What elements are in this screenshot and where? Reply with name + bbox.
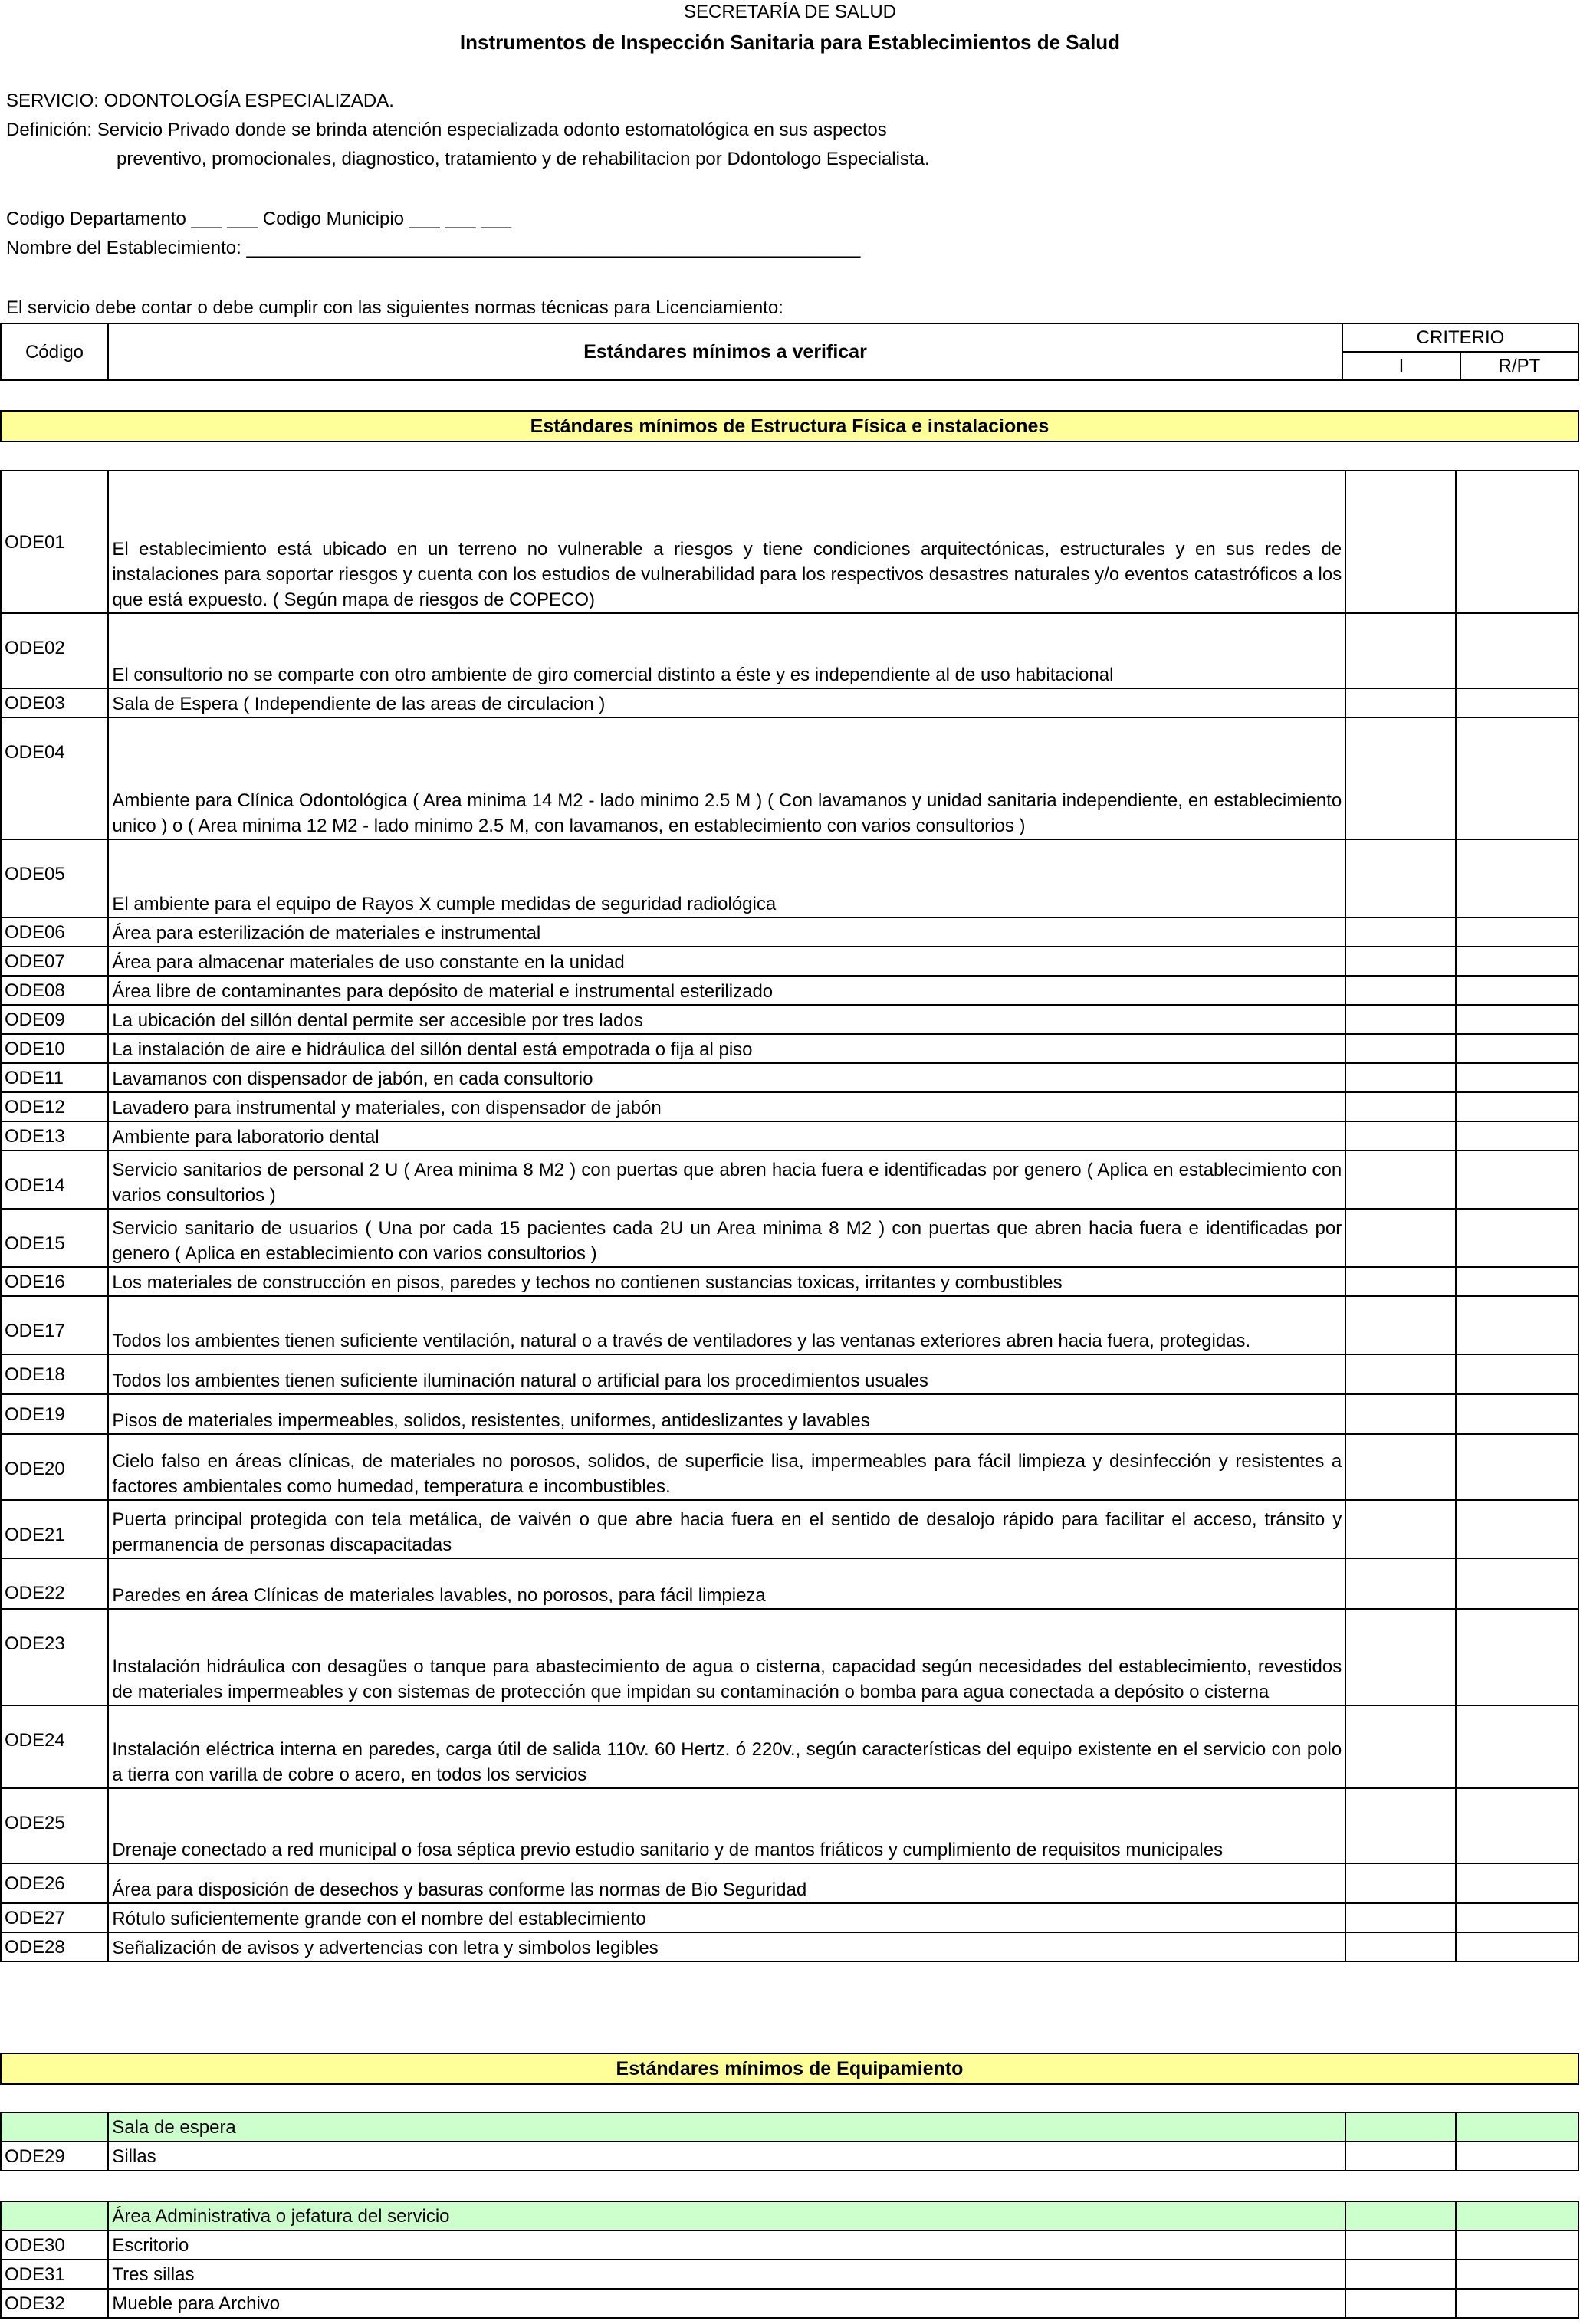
table-row xyxy=(1,976,1578,1005)
table-row xyxy=(1,2142,1578,2171)
row-criterio-rpt-cell[interactable] xyxy=(1456,947,1578,976)
subsection-empty-code xyxy=(1,2112,108,2142)
row-criterio-i-cell[interactable] xyxy=(1345,976,1455,1005)
row-criterio-rpt-cell[interactable] xyxy=(1456,1063,1578,1092)
row-code: ODE30 xyxy=(1,2230,108,2260)
establishment-name-field: Nombre del Establecimiento: ____________________________________________________________ xyxy=(6,238,861,258)
row-criterio-i-cell[interactable] xyxy=(1345,1932,1455,1961)
row-standard-text: Área para disposición de desechos y basuras conforme las normas de Bio Seguridad xyxy=(108,1863,1345,1903)
service-line: SERVICIO: ODONTOLOGÍA ESPECIALIZADA. xyxy=(6,90,394,111)
row-criterio-i-cell[interactable] xyxy=(1345,1434,1455,1500)
department-code-field: Codigo Departamento ___ ___ Codigo Municipio ___ ___ ___ xyxy=(6,208,512,229)
row-criterio-rpt-cell[interactable] xyxy=(1456,1903,1578,1932)
row-standard-text: Área para almacenar materiales de uso constante en la unidad xyxy=(108,947,1345,976)
row-criterio-rpt-cell[interactable] xyxy=(1456,917,1578,947)
row-criterio-rpt-cell[interactable] xyxy=(1456,1500,1578,1558)
row-criterio-i-cell[interactable] xyxy=(1345,1092,1455,1121)
table-row xyxy=(1,1903,1578,1932)
table-row xyxy=(1,2289,1578,2318)
row-standard-text: Ambiente para Clínica Odontológica ( Area minima 14 M2 - lado minimo 2.5 M ) ( Con lavamanos y unidad sanitaria independiente, en establecimiento unico ) o ( Area minima 12 M2 - lado minimo 2.5 M, con lavamanos, en establecimiento con varios consultorios ) xyxy=(108,717,1345,839)
subsection-empty-rpt xyxy=(1456,2201,1578,2230)
header-standard: Estándares mínimos a verificar xyxy=(108,323,1342,380)
row-code: ODE08 xyxy=(1,976,108,1005)
table-row xyxy=(1,1863,1578,1903)
row-standard-text: Paredes en área Clínicas de materiales lavables, no porosos, para fácil limpieza xyxy=(108,1558,1345,1609)
table-row xyxy=(1,1558,1578,1609)
row-criterio-rpt-cell[interactable] xyxy=(1456,1121,1578,1151)
row-criterio-rpt-cell[interactable] xyxy=(1456,1354,1578,1394)
row-code: ODE31 xyxy=(1,2260,108,2289)
section-equipment: Estándares mínimos de Equipamiento xyxy=(0,2053,1579,2085)
row-criterio-i-cell[interactable] xyxy=(1345,688,1455,717)
row-criterio-i-cell[interactable] xyxy=(1345,1005,1455,1034)
row-code: ODE12 xyxy=(1,1092,108,1121)
subsection-title: Área Administrativa o jefatura del servicio xyxy=(108,2201,1345,2230)
table-row xyxy=(1,1296,1578,1354)
row-criterio-rpt-cell[interactable] xyxy=(1456,717,1578,839)
row-code: ODE04 xyxy=(1,717,108,839)
table-row xyxy=(1,1005,1578,1034)
table-row xyxy=(1,1063,1578,1092)
row-criterio-i-cell[interactable] xyxy=(1345,1863,1455,1903)
row-standard-text: Lavadero para instrumental y materiales, con dispensador de jabón xyxy=(108,1092,1345,1121)
row-criterio-i-cell[interactable] xyxy=(1345,1903,1455,1932)
row-standard-text: Instalación hidráulica con desagües o tanque para abastecimiento de agua o cisterna, capacidad según necesidades del establecimiento, revestidos de materiales impermeables y con sistemas de protección que impidan su contaminación o bomba para agua conectada a depósito o cisterna xyxy=(108,1609,1345,1705)
table-row xyxy=(1,1267,1578,1296)
row-code: ODE23 xyxy=(1,1609,108,1705)
subsection-empty-code xyxy=(1,2201,108,2230)
header-criterio: CRITERIO xyxy=(1342,323,1578,352)
header-table xyxy=(0,323,1579,381)
row-standard-text: Todos los ambientes tienen suficiente ventilación, natural o a través de ventiladores y las ventanas exteriores abren hacia fuera, protegidas. xyxy=(108,1296,1345,1354)
document-title: Instrumentos de Inspección Sanitaria para Establecimientos de Salud xyxy=(459,31,1121,54)
table-row xyxy=(1,917,1578,947)
subsection-empty-i xyxy=(1345,2112,1455,2142)
row-criterio-rpt-cell[interactable] xyxy=(1456,2230,1578,2260)
row-criterio-rpt-cell[interactable] xyxy=(1456,1434,1578,1500)
row-standard-text: El establecimiento está ubicado en un terreno no vulnerable a riesgos y tiene condiciones arquitectónicas, estructurales y en sus redes de instalaciones para soportar riesgos y cuenta con los estudios de vulnerabilidad para los respectivos desastres naturales y/o eventos catastróficos a los que está expuesto. ( Según mapa de riesgos de COPECO) xyxy=(108,471,1345,613)
row-criterio-rpt-cell[interactable] xyxy=(1456,1932,1578,1961)
row-criterio-i-cell[interactable] xyxy=(1345,2230,1455,2260)
physical-standards-table xyxy=(0,470,1579,1962)
row-criterio-rpt-cell[interactable] xyxy=(1456,1296,1578,1354)
table-row xyxy=(1,1500,1578,1558)
table-row xyxy=(1,613,1578,688)
row-criterio-rpt-cell[interactable] xyxy=(1456,1609,1578,1705)
row-criterio-i-cell[interactable] xyxy=(1345,2142,1455,2171)
row-standard-text: Servicio sanitario de usuarios ( Una por cada 15 pacientes cada 2U un Area minima 8 M2 ) con puertas que abren hacia fuera e identificadas por genero ( Aplica en establecimiento con varios consultorios ) xyxy=(108,1209,1345,1267)
row-code: ODE32 xyxy=(1,2289,108,2318)
row-code: ODE01 xyxy=(1,471,108,613)
subsection-empty-i xyxy=(1345,2201,1455,2230)
header-code: Código xyxy=(1,323,108,380)
admin-area-table xyxy=(0,2201,1579,2319)
row-code: ODE16 xyxy=(1,1267,108,1296)
row-code: ODE11 xyxy=(1,1063,108,1092)
row-criterio-i-cell[interactable] xyxy=(1345,1034,1455,1063)
row-code: ODE13 xyxy=(1,1121,108,1151)
table-row xyxy=(1,1151,1578,1209)
row-code: ODE19 xyxy=(1,1394,108,1434)
row-code: ODE25 xyxy=(1,1788,108,1863)
row-criterio-rpt-cell[interactable] xyxy=(1456,1394,1578,1434)
row-code: ODE06 xyxy=(1,917,108,947)
row-code: ODE07 xyxy=(1,947,108,976)
row-criterio-rpt-cell[interactable] xyxy=(1456,688,1578,717)
row-criterio-i-cell[interactable] xyxy=(1345,1788,1455,1863)
row-criterio-i-cell[interactable] xyxy=(1345,1609,1455,1705)
ministry-title: SECRETARÍA DE SALUD xyxy=(684,2,896,22)
table-row xyxy=(1,1932,1578,1961)
table-row xyxy=(1,1609,1578,1705)
waiting-room-table xyxy=(0,2112,1579,2171)
row-criterio-i-cell[interactable] xyxy=(1345,1705,1455,1788)
row-code: ODE27 xyxy=(1,1903,108,1932)
row-criterio-i-cell[interactable] xyxy=(1345,2260,1455,2289)
row-criterio-rpt-cell[interactable] xyxy=(1456,1005,1578,1034)
row-criterio-i-cell[interactable] xyxy=(1345,717,1455,839)
row-criterio-rpt-cell[interactable] xyxy=(1456,1863,1578,1903)
header-col-i: I xyxy=(1342,352,1460,380)
subsection-empty-rpt xyxy=(1456,2112,1578,2142)
row-standard-text: Sala de Espera ( Independiente de las areas de circulacion ) xyxy=(108,688,1345,717)
row-criterio-i-cell[interactable] xyxy=(1345,1394,1455,1434)
intro-text: El servicio debe contar o debe cumplir con las siguientes normas técnicas para Licenciamiento: xyxy=(6,297,783,318)
row-criterio-rpt-cell[interactable] xyxy=(1456,2142,1578,2171)
row-criterio-rpt-cell[interactable] xyxy=(1456,1267,1578,1296)
table-row xyxy=(1,839,1578,917)
row-standard-text: Los materiales de construcción en pisos, paredes y techos no contienen sustancias toxicas, irritantes y combustibles xyxy=(108,1267,1345,1296)
row-code: ODE28 xyxy=(1,1932,108,1961)
row-criterio-i-cell[interactable] xyxy=(1345,947,1455,976)
row-code: ODE09 xyxy=(1,1005,108,1034)
row-criterio-i-cell[interactable] xyxy=(1345,1121,1455,1151)
table-row xyxy=(1,717,1578,839)
row-code: ODE18 xyxy=(1,1354,108,1394)
definition-line-2: preventivo, promocionales, diagnostico, tratamiento y de rehabilitacion por Ddontologo Especialista. xyxy=(117,149,930,169)
table-row xyxy=(1,2260,1578,2289)
row-criterio-i-cell[interactable] xyxy=(1345,1209,1455,1267)
row-criterio-i-cell[interactable] xyxy=(1345,1151,1455,1209)
table-row xyxy=(1,1121,1578,1151)
table-row xyxy=(1,1788,1578,1863)
row-criterio-i-cell[interactable] xyxy=(1345,2289,1455,2318)
row-standard-text: Servicio sanitarios de personal 2 U ( Area minima 8 M2 ) con puertas que abren hacia fuera e identificadas por genero ( Aplica en establecimiento con varios consultorios ) xyxy=(108,1151,1345,1209)
definition-line-1: Definición: Servicio Privado donde se brinda atención especializada odonto estomatológica en sus aspectos xyxy=(6,120,887,140)
row-code: ODE05 xyxy=(1,839,108,917)
row-standard-text: Mueble para Archivo xyxy=(108,2289,1345,2318)
table-row xyxy=(1,1354,1578,1394)
row-criterio-rpt-cell[interactable] xyxy=(1456,1558,1578,1609)
row-criterio-i-cell[interactable] xyxy=(1345,839,1455,917)
row-code: ODE03 xyxy=(1,688,108,717)
subsection-title: Sala de espera xyxy=(108,2112,1345,2142)
row-criterio-rpt-cell[interactable] xyxy=(1456,613,1578,688)
row-code: ODE29 xyxy=(1,2142,108,2171)
row-criterio-rpt-cell[interactable] xyxy=(1456,1151,1578,1209)
row-code: ODE02 xyxy=(1,613,108,688)
row-standard-text: Escritorio xyxy=(108,2230,1345,2260)
row-code: ODE22 xyxy=(1,1558,108,1609)
header-col-rpt: R/PT xyxy=(1460,352,1578,380)
row-standard-text: Puerta principal protegida con tela metálica, de vaivén o que abre hacia fuera en el sentido de desalojo rápido para facilitar el acceso, tránsito y permanencia de personas discapacitadas xyxy=(108,1500,1345,1558)
table-row xyxy=(1,947,1578,976)
row-standard-text: La ubicación del sillón dental permite ser accesible por tres lados xyxy=(108,1005,1345,1034)
row-criterio-i-cell[interactable] xyxy=(1345,1267,1455,1296)
row-code: ODE21 xyxy=(1,1500,108,1558)
table-row xyxy=(1,1209,1578,1267)
row-standard-text: La instalación de aire e hidráulica del sillón dental está empotrada o fija al piso xyxy=(108,1034,1345,1063)
subsection-header-row xyxy=(1,2201,1578,2230)
row-code: ODE17 xyxy=(1,1296,108,1354)
row-standard-text: Señalización de avisos y advertencias con letra y simbolos legibles xyxy=(108,1932,1345,1961)
row-standard-text: Área libre de contaminantes para depósito de material e instrumental esterilizado xyxy=(108,976,1345,1005)
table-row xyxy=(1,1034,1578,1063)
row-standard-text: Rótulo suficientemente grande con el nombre del establecimiento xyxy=(108,1903,1345,1932)
row-standard-text: Ambiente para laboratorio dental xyxy=(108,1121,1345,1151)
row-criterio-i-cell[interactable] xyxy=(1345,1296,1455,1354)
row-criterio-rpt-cell[interactable] xyxy=(1456,2260,1578,2289)
table-row xyxy=(1,471,1578,613)
subsection-header-row xyxy=(1,2112,1578,2142)
row-criterio-i-cell[interactable] xyxy=(1345,1354,1455,1394)
row-code: ODE20 xyxy=(1,1434,108,1500)
row-criterio-i-cell[interactable] xyxy=(1345,613,1455,688)
row-standard-text: Cielo falso en áreas clínicas, de materiales no porosos, solidos, de superficie lisa, impermeables para fácil limpieza y desinfección y resistentes a factores ambientales como humedad, temperatura e incombustibles. xyxy=(108,1434,1345,1500)
table-row xyxy=(1,1705,1578,1788)
row-standard-text: Lavamanos con dispensador de jabón, en cada consultorio xyxy=(108,1063,1345,1092)
row-standard-text: Pisos de materiales impermeables, solidos, resistentes, uniformes, antideslizantes y lavables xyxy=(108,1394,1345,1434)
row-criterio-rpt-cell[interactable] xyxy=(1456,839,1578,917)
row-criterio-rpt-cell[interactable] xyxy=(1456,976,1578,1005)
row-standard-text: Tres sillas xyxy=(108,2260,1345,2289)
table-row xyxy=(1,2230,1578,2260)
table-row xyxy=(1,1092,1578,1121)
row-standard-text: Drenaje conectado a red municipal o fosa séptica previo estudio sanitario y de mantos friáticos y cumplimiento de requisitos municipales xyxy=(108,1788,1345,1863)
table-row xyxy=(1,688,1578,717)
row-criterio-rpt-cell[interactable] xyxy=(1456,1788,1578,1863)
row-criterio-rpt-cell[interactable] xyxy=(1456,1092,1578,1121)
row-criterio-rpt-cell[interactable] xyxy=(1456,1705,1578,1788)
table-row xyxy=(1,1434,1578,1500)
section-physical: Estándares mínimos de Estructura Física e instalaciones xyxy=(0,410,1579,442)
row-standard-text: Sillas xyxy=(108,2142,1345,2171)
row-criterio-rpt-cell[interactable] xyxy=(1456,471,1578,613)
row-code: ODE26 xyxy=(1,1863,108,1903)
row-criterio-rpt-cell[interactable] xyxy=(1456,1034,1578,1063)
row-standard-text: El ambiente para el equipo de Rayos X cumple medidas de seguridad radiológica xyxy=(108,839,1345,917)
row-criterio-i-cell[interactable] xyxy=(1345,1500,1455,1558)
row-standard-text: El consultorio no se comparte con otro ambiente de giro comercial distinto a éste y es independiente al de uso habitacional xyxy=(108,613,1345,688)
row-code: ODE15 xyxy=(1,1209,108,1267)
row-criterio-i-cell[interactable] xyxy=(1345,917,1455,947)
row-criterio-i-cell[interactable] xyxy=(1345,471,1455,613)
row-code: ODE24 xyxy=(1,1705,108,1788)
table-row xyxy=(1,1394,1578,1434)
row-criterio-rpt-cell[interactable] xyxy=(1456,2289,1578,2318)
row-standard-text: Instalación eléctrica interna en paredes, carga útil de salida 110v. 60 Hertz. ó 220v., según características del equipo existente en el servicio con polo a tierra con varilla de cobre o acero, en todos los servicios xyxy=(108,1705,1345,1788)
row-criterio-rpt-cell[interactable] xyxy=(1456,1209,1578,1267)
row-criterio-i-cell[interactable] xyxy=(1345,1558,1455,1609)
row-code: ODE10 xyxy=(1,1034,108,1063)
row-standard-text: Área para esterilización de materiales e instrumental xyxy=(108,917,1345,947)
row-standard-text: Todos los ambientes tienen suficiente iluminación natural o artificial para los procedimientos usuales xyxy=(108,1354,1345,1394)
row-criterio-i-cell[interactable] xyxy=(1345,1063,1455,1092)
row-code: ODE14 xyxy=(1,1151,108,1209)
